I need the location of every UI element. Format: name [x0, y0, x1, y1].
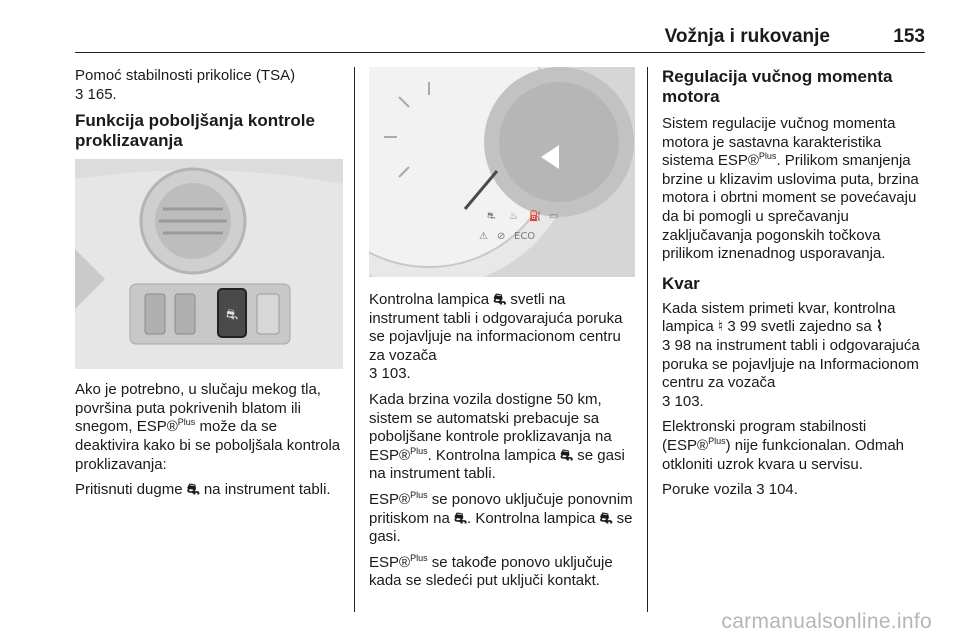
esp-off-icon: ⛐: [560, 446, 574, 464]
svg-text:⛐: ⛐: [225, 307, 239, 324]
paragraph-vehicle-messages: Poruke vozila 3 104.: [662, 481, 798, 499]
column-2: [369, 67, 635, 598]
column-divider-1: [354, 67, 355, 612]
ref-arrow-icon: 3: [662, 392, 671, 410]
paragraph-50kmh: Kada brzina vozila dostigne 50 km, sistem se automatski prebacuje sa poboljšane kontrole proklizavanja na ESP®$^{Plus}$. Kontrolna lampica ⛐ se gasi na instrument tabli.: [369, 390, 625, 483]
svg-text:♨: ♨: [509, 211, 518, 222]
ref-arrow-icon: 3: [756, 481, 765, 499]
page-ref[interactable]: 104.: [768, 481, 798, 499]
paragraph-fault: Kada sistem primeti kvar, kontrolna lampica ♮ 3 99 svetli zajedno sa ⌇ 3 98 na instrument tabli i odgovarajuća poruka se pojavljuje na Informacionom centru za vozača 3 103.: [662, 299, 920, 410]
esp-off-icon: ⛐: [599, 509, 613, 527]
page-number: 153: [893, 26, 925, 47]
page-ref[interactable]: 103.: [381, 365, 411, 383]
ref-arrow-icon: 3: [369, 365, 378, 383]
esp-off-icon: ⛐: [493, 291, 507, 308]
ref-arrow-icon: 3: [662, 336, 671, 354]
paragraph-warning-light: Kontrolna lampica ⛐ svetli na instrument tabli i odgovarajuća poruka se pojavljuje na informacionom centru za vozača 3 103.: [369, 291, 623, 383]
ref-arrow-icon: 3: [727, 318, 736, 336]
svg-text:ECO: ECO: [514, 231, 536, 242]
tsa-reference: [75, 67, 343, 104]
instrument-cluster-image: [369, 67, 635, 277]
esp-off-icon: ⛐: [186, 481, 200, 499]
paragraph-reactivate: ESP®$^{Plus}$ se ponovo uključuje ponovnim pritiskom na ⛐. Kontrolna lampica ⛐ se gasi.: [369, 489, 633, 546]
esp-warning-icon: ⌇: [875, 318, 884, 336]
paragraph-press-button: Pritisnuti dugme ⛐ na instrument tabli.: [75, 481, 331, 499]
chapter-title: Vožnja i rukovanje: [664, 26, 830, 47]
tsa-link[interactable]: Pomoć stabilnosti prikolice (TSA): [75, 67, 296, 84]
section-heading-fault: Kvar: [662, 273, 700, 293]
svg-text:⛽: ⛽: [529, 211, 542, 222]
paragraph-esp-nonfunctional: Elektronski program stabilnosti (ESP®$^{Plus}$) nije funkcionalan. Odmah otkloniti uzrok kvara u servisu.: [662, 418, 905, 473]
esp-off-icon: ⛐: [454, 509, 467, 527]
paragraph-torque: Sistem regulacije vučnog momenta motora je sastavna karakteristika sistema ESP®$^{Plus}$. Prilikom smanjenja brzine u klizavim uslovima puta, brzina motora i obrtni moment se povećavaju da bi pomogli u sprečavanju zaključavanja pogonskih točkova prilikom iznenadnog usporavanja.: [662, 115, 919, 263]
tsa-page-ref[interactable]: 165.: [87, 85, 117, 103]
dashboard-switches-image: [75, 159, 343, 369]
page-header: [75, 22, 925, 53]
abs-warning-icon: ♮: [717, 318, 724, 336]
paragraph-ignition: ESP®$^{Plus}$ se takođe ponovo uključuje kada se sledeći put uključi kontakt.: [369, 552, 613, 590]
section-heading-traction: Funkcija poboljšanja kontrole proklizavanja: [75, 111, 315, 151]
column-3: [662, 67, 930, 507]
column-1: [75, 67, 343, 507]
column-divider-2: [647, 67, 648, 612]
page-ref[interactable]: 103.: [674, 392, 704, 410]
watermark: carmanualsonline.info: [721, 610, 932, 633]
svg-text:⛐: ⛐: [487, 211, 496, 222]
paragraph-deactivate: Ako je potrebno, u slučaju mekog tla, površina puta pokrivenih blatom ili snegom, ESP®$^{Plus}$ može da se deaktivira kako bi se poboljšala kontrola proklizavanja:: [75, 381, 341, 473]
svg-text:⊘: ⊘: [497, 231, 506, 242]
section-heading-torque: Regulacija vučnog momenta motora: [662, 67, 893, 106]
svg-text:⚠: ⚠: [479, 231, 488, 242]
svg-text:▭: ▭: [549, 211, 559, 222]
ref-arrow-icon: 3: [75, 85, 84, 103]
